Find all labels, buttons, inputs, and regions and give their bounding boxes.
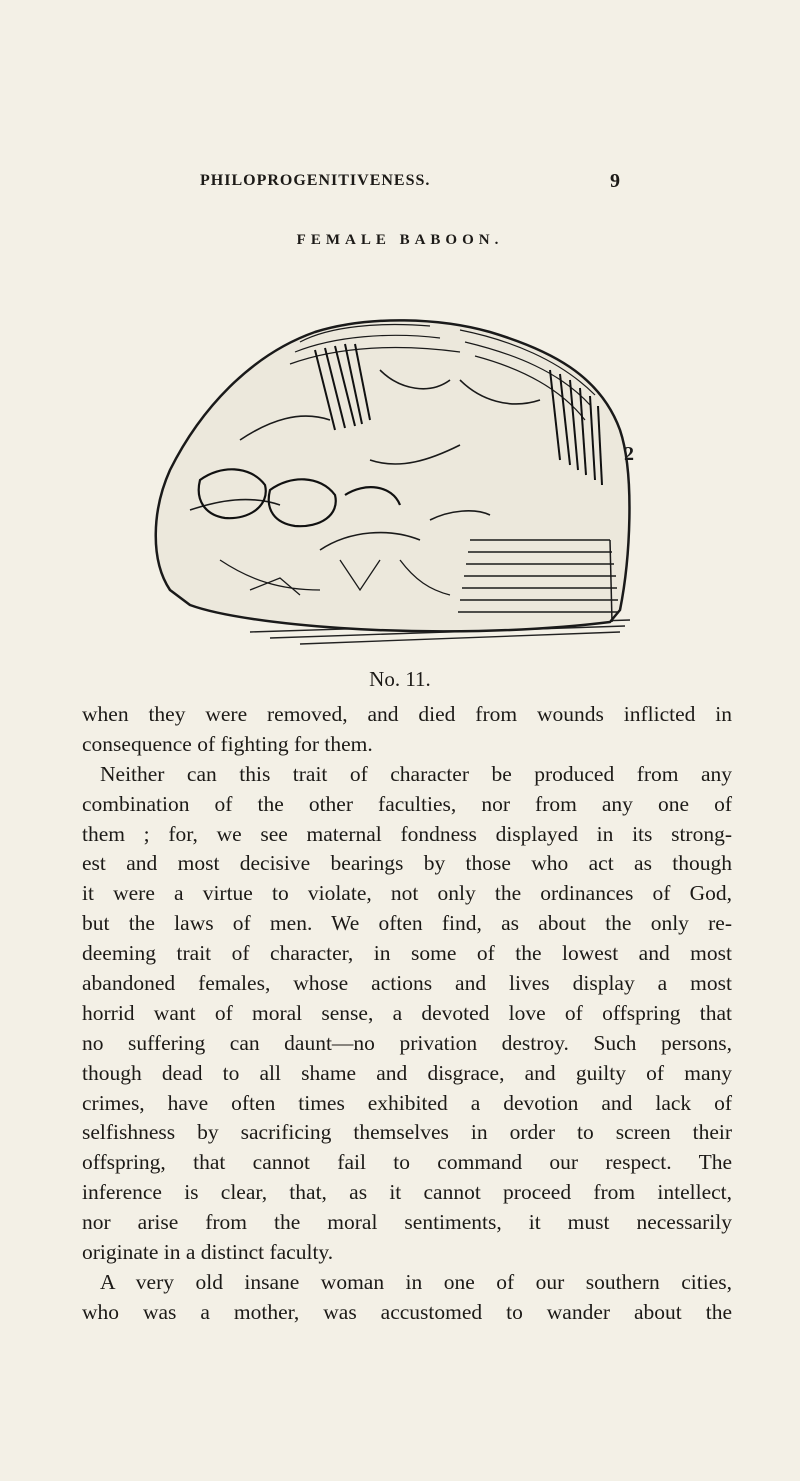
text-line: when they were removed, and died from wounds inflicted in (82, 702, 732, 726)
text-line: crimes, have often times exhibited a devotion and lack of (82, 1090, 732, 1115)
text-line: who was a mother, was accustomed to wander about the (82, 1299, 732, 1324)
text-line: abandoned females, whose actions and lives display a most (82, 971, 732, 996)
figure-label-number: 2 (624, 443, 634, 465)
text-line: combination of the other faculties, nor from any one of (82, 791, 732, 816)
text-line: deeming trait of character, in some of the lowest and most (82, 941, 732, 966)
page-number: 9 (610, 170, 620, 192)
text-line: no suffering can daunt—no privation destroy. Such persons, (82, 1030, 732, 1055)
text-line: A very old insane woman in one of our southern cities, (100, 1269, 732, 1294)
text-line: originate in a distinct faculty. (82, 1240, 334, 1265)
figure-caption: FEMALE BABOON. (296, 232, 504, 248)
text-line: though dead to all shame and disgrace, and guilty of many (82, 1060, 732, 1085)
text-line: horrid want of moral sense, a devoted love of offspring that (82, 1000, 732, 1025)
running-title: PHILOPROGENITIVENESS. (200, 172, 431, 189)
figure-number: No. 11. (369, 667, 431, 691)
page-header (200, 172, 620, 196)
text-line: Neither can this trait of character be produced from any (100, 761, 732, 786)
text-line: inference is clear, that, as it cannot proceed from intellect, (82, 1180, 732, 1205)
text-line: est and most decisive bearings by those who act as though (82, 851, 732, 876)
text-line: offspring, that cannot fail to command our respect. The (82, 1150, 732, 1175)
text-line: it were a virtue to violate, not only the ordinances of God, (82, 881, 732, 906)
text-line: them ; for, we see maternal fondness displayed in its strong- (82, 821, 732, 846)
body-text (82, 700, 732, 1328)
baboon-skull-engraving (130, 260, 650, 660)
text-line: consequence of fighting for them. (82, 731, 373, 756)
text-line: but the laws of men. We often find, as about the only re- (82, 911, 732, 936)
text-line: nor arise from the moral sentiments, it must necessarily (82, 1210, 732, 1235)
text-line: selfishness by sacrificing themselves in order to screen their (82, 1120, 732, 1145)
skull-illustration (130, 260, 650, 660)
